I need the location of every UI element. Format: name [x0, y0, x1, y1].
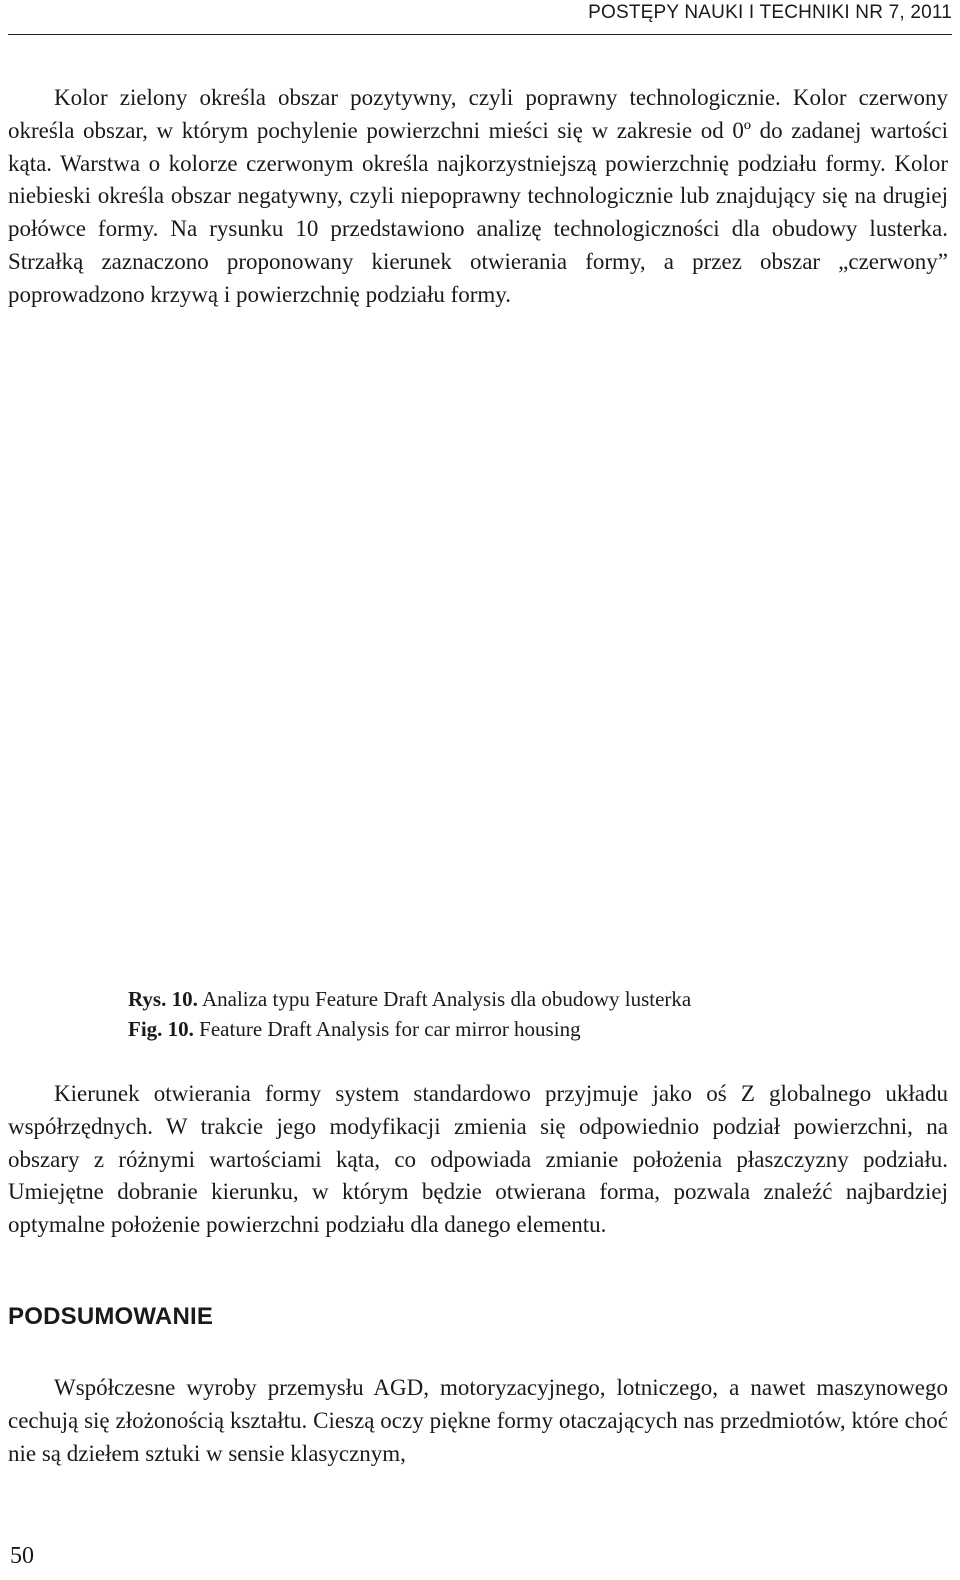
figure-caption-pl [128, 985, 691, 1013]
figure-caption-pl-label: Rys. 10. [128, 987, 198, 1011]
intro-paragraph: Kolor zielony określa obszar pozytywny, czyli poprawny technologicznie. Kolor czerwony określa obszar, w którym pochylenie powierzchni mieści się w zakresie od 0º do zadanej wartości kąta. Warstwa o kolorze czerwonym określa najkorzystniejszą powierzchnię podziału formy. Kolor niebieski określa obszar negatywny, czyli niepoprawny technologicznie lub znajdujący się na drugiej połówce formy. Na rysunku 10 przedstawiono analizę technologiczności dla obudowy lusterka. Strzałką zaznaczono proponowany kierunek otwierania formy, a przez obszar „czerwony” poprowadzono krzywą i powierzchnię podziału formy. [8, 85, 948, 307]
summary-section [8, 1372, 948, 1470]
direction-paragraph: Kierunek otwierania formy system standardowo przyjmuje jako oś Z globalnego układu współrzędnych. W trakcie jego modyfikacji zmienia się odpowiednio podział powierzchni, na obszary z różnymi wartościami kąta, co odpowiada zmianie położenia płaszczyzny podziału. Umiejętne dobranie kierunku, w którym będzie otwierana forma, pozwala znaleźć najbardziej optymalne położenie powierzchni podziału dla danego elementu. [8, 1081, 948, 1238]
running-header [8, 0, 952, 35]
figure-area [8, 360, 948, 970]
figure-caption-pl-text: Analiza typu Feature Draft Analysis dla obudowy lusterka [201, 987, 692, 1011]
direction-section [8, 1078, 948, 1242]
section-heading: PODSUMOWANIE [8, 1303, 214, 1330]
figure-caption-en-text: Feature Draft Analysis for car mirror housing [199, 1017, 581, 1041]
intro-section [8, 82, 948, 312]
summary-paragraph: Współczesne wyroby przemysłu AGD, motoryzacyjnego, lotniczego, a nawet maszynowego cechują się złożonością kształtu. Cieszą oczy piękne formy otaczających nas przedmiotów, które choć nie są dziełem sztuki w sensie klasycznym, [8, 1375, 948, 1466]
figure-caption-en-label: Fig. 10. [128, 1017, 194, 1041]
figure-caption-en [128, 1015, 581, 1043]
running-title: POSTĘPY NAUKI I TECHNIKI NR 7, 2011 [588, 2, 952, 23]
page-number: 50 [10, 1543, 34, 1569]
